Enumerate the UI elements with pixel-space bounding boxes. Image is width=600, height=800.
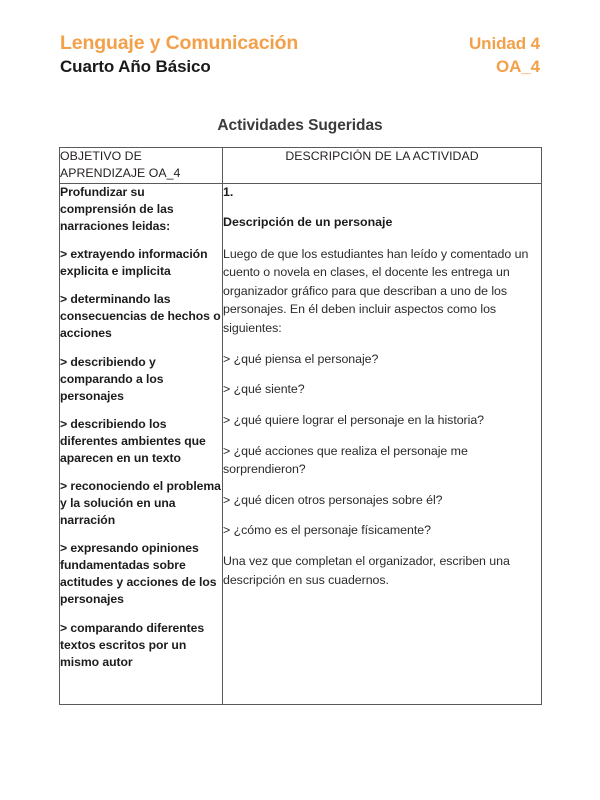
objective-cell (60, 183, 223, 704)
objective-item: > comparando diferentes textos escritos por un mismo autor (60, 620, 205, 669)
table-row (60, 183, 542, 704)
grade-title: Cuarto Año Básico (60, 57, 211, 76)
objective-item: > extrayendo información explicita e implicita (60, 247, 208, 279)
column-header-objective: OBJETIVO DE APRENDIZAJE OA_4 (60, 148, 223, 184)
activity-bullet: > ¿cómo es el personaje físicamente? (223, 523, 431, 538)
unit-label: Unidad 4 (469, 34, 540, 53)
oa-code-label: OA_4 (495, 57, 540, 76)
activity-number: 1. (223, 184, 234, 199)
subject-title: Lenguaje y Comunicación (60, 32, 299, 54)
activity-bullet: > ¿qué acciones que realiza el personaje me sorprendieron? (223, 443, 468, 477)
activity-paragraph: Luego de que los estudiantes han leído y comentado un cuento o novela en clases, el docente les entrega un organizador gráfico para que describan a uno de los personajes. En él deben incluir aspectos como los siguientes: (223, 246, 529, 336)
objective-item: > determinando las consecuencias de hechos o acciones (60, 292, 221, 341)
objective-item: > expresando opiniones fundamentadas sobre actitudes y acciones de los personajes (60, 541, 217, 607)
activity-subtitle: Descripción de un personaje (223, 215, 393, 230)
activity-description-cell (223, 183, 542, 704)
activity-bullet: > ¿qué siente? (223, 382, 305, 397)
activity-bullet: > ¿qué quiere lograr el personaje en la historia? (223, 412, 485, 427)
objective-item: > describiendo y comparando a los personajes (60, 354, 164, 403)
masthead-row-secondary (60, 57, 540, 77)
activity-bullet: > ¿qué piensa el personaje? (223, 351, 379, 366)
activity-closing-text: Una vez que completan el organizador, escriben una descripción en sus cuadernos. (223, 553, 510, 587)
table-header-row (60, 148, 542, 184)
activities-table (59, 147, 542, 705)
activity-bullet: > ¿qué dicen otros personajes sobre él? (223, 492, 443, 507)
column-header-description: DESCRIPCIÓN DE LA ACTIVIDAD (223, 148, 542, 184)
objective-item: > reconociendo el problema y la solución en una narración (60, 479, 221, 528)
page-title: Actividades Sugeridas (217, 117, 383, 134)
masthead-row-primary (60, 32, 540, 55)
masthead (60, 32, 540, 88)
objective-item: > describiendo los diferentes ambientes que aparecen en un texto (60, 416, 206, 465)
objective-intro: Profundizar su comprensión de las narraciones leidas: (60, 184, 174, 234)
